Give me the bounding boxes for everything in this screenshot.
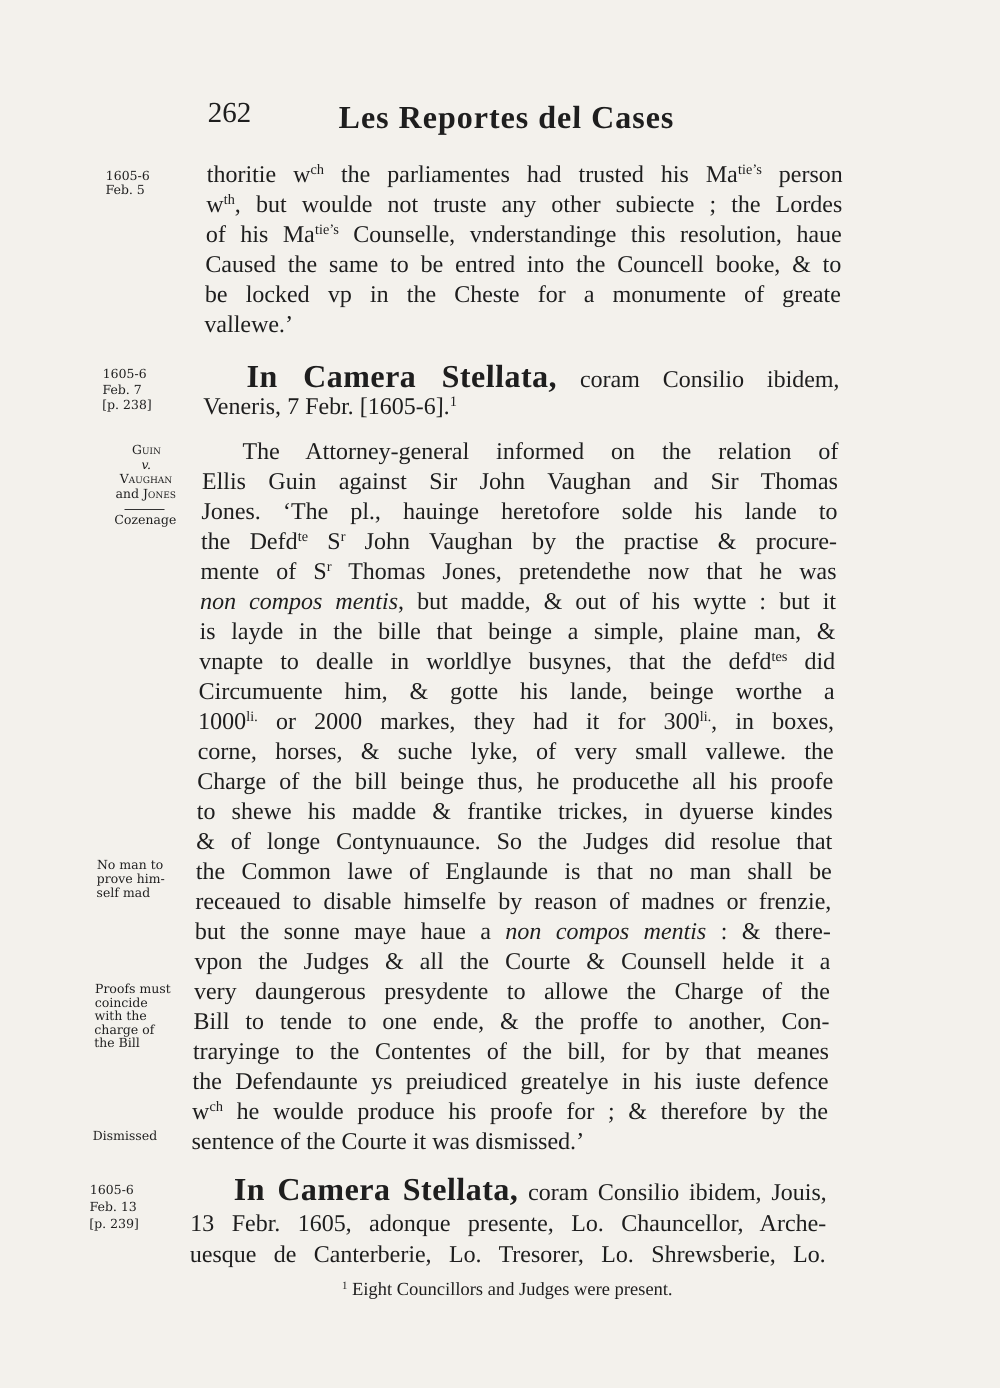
italic-text: v. xyxy=(141,456,152,472)
text-line xyxy=(204,310,840,340)
text-run: Ellis Guin against Sir John Vaughan and Sir Thomas xyxy=(201,469,839,495)
text-line xyxy=(197,767,833,797)
text-line xyxy=(190,1240,826,1271)
text-run: , but woulde not truste any other subiecte ; the Lordes xyxy=(234,192,843,218)
text-run: Counselle, vnderstandinge this resolution, haue xyxy=(338,222,843,248)
text-run: w xyxy=(191,1099,210,1125)
text-run: is layde in the bille that beinge a simple, plaine man, & xyxy=(199,619,836,645)
text-line xyxy=(106,169,190,183)
text-run: did xyxy=(787,649,836,675)
text-line xyxy=(96,886,180,900)
text-run: very daungerous presydente to allowe the Charge of the xyxy=(193,979,831,1005)
text-run: Circumuente him, & gotte his lande, beinge worthe a xyxy=(198,679,835,705)
blackletter-heading: In Camera Stellata, xyxy=(233,1171,519,1207)
text-run: thoritie w xyxy=(206,162,311,188)
text-line xyxy=(200,587,836,617)
text-run: mente of S xyxy=(200,559,327,585)
text-run: but the sonne maye haue a xyxy=(194,919,506,945)
italic-text: non compos mentis xyxy=(505,919,707,945)
text-line xyxy=(205,280,841,310)
text-run: Feb. 7 xyxy=(102,381,142,397)
text-run: Thomas Jones, pretendethe now that he was xyxy=(331,559,837,585)
superscript: 1 xyxy=(449,394,458,411)
text-line xyxy=(206,190,842,220)
running-title: Les Reportes del Cases xyxy=(338,99,675,135)
superscript: 1 xyxy=(341,1279,348,1292)
text-run: Bill to tende to one ende, & the proffe to another, Con- xyxy=(193,1009,830,1035)
text-line xyxy=(189,1279,825,1301)
text-run: Dismissed xyxy=(92,1128,158,1143)
text-run: charge of xyxy=(94,1021,155,1037)
text-run: uesque de Canterberie, Lo. Tresorer, Lo. Shrewsberie, Lo. xyxy=(189,1242,827,1268)
superscript: tie’s xyxy=(314,222,339,239)
text-line xyxy=(202,437,838,467)
text-line xyxy=(207,160,843,190)
text-run: Caused the same to be entred into the Councell booke, & to xyxy=(205,252,842,278)
text-run: the Common lawe of Englaunde is that no man shall be xyxy=(195,859,833,885)
text-line xyxy=(95,996,179,1010)
text-line xyxy=(194,947,830,977)
text-line xyxy=(192,1097,828,1127)
text-run: and xyxy=(115,485,144,501)
superscript: ch xyxy=(310,162,325,179)
text-line xyxy=(89,1215,173,1232)
text-line xyxy=(100,513,190,527)
page-number: 262 xyxy=(207,97,252,129)
text-line xyxy=(196,857,832,887)
small-caps-name: Jones xyxy=(142,485,177,501)
margin-note-date xyxy=(102,366,187,413)
text-line xyxy=(195,917,831,947)
text-line xyxy=(194,977,830,1007)
superscript: r xyxy=(340,529,346,546)
text-line xyxy=(94,1023,178,1037)
text-run: he woulde produce his proofe for ; & therefore by the xyxy=(222,1099,829,1125)
superscript: te xyxy=(297,529,309,546)
text-run: be locked vp in the Cheste for a monumente of greate xyxy=(204,282,842,308)
text-line xyxy=(90,1181,174,1198)
session-heading xyxy=(189,1171,828,1271)
text-run: vnapte to dealle in worldlye busynes, that the defd xyxy=(198,649,772,675)
margin-note-case-topic xyxy=(100,513,190,527)
margin-note-gloss xyxy=(96,858,181,900)
text-run: Proofs must xyxy=(94,981,171,996)
text-run: & of longe Contynuaunce. So the Judges did resolue that xyxy=(196,829,833,855)
text-run: to shewe his madde & frantike trickes, in dyuerse kindes xyxy=(196,799,833,825)
text-run: 1605-6 xyxy=(102,366,147,381)
text-run: Charge of the bill beinge thus, he producethe all his proofe xyxy=(197,769,834,795)
text-run: 1605-6 xyxy=(89,1182,134,1197)
text-line xyxy=(206,220,842,250)
text-run: S xyxy=(307,529,341,555)
margin-note-date xyxy=(89,1181,174,1232)
text-run: Eight Councillors and Judges were present. xyxy=(347,1280,673,1300)
text-line xyxy=(201,527,837,557)
text-line xyxy=(95,982,179,996)
margin-note-case-name xyxy=(101,443,192,501)
text-line xyxy=(93,1129,177,1143)
superscript: r xyxy=(326,559,332,576)
text-line xyxy=(193,1037,829,1067)
text-run: Feb. 5 xyxy=(105,181,145,197)
text-line xyxy=(201,497,837,527)
text-run: coram Consilio ibidem, xyxy=(556,367,840,393)
text-run: self mad xyxy=(96,885,151,900)
text-run: the Bill xyxy=(94,1035,140,1050)
text-run: Feb. 13 xyxy=(89,1199,137,1214)
text-run: 13 Febr. 1605, adonque presente, Lo. Chauncellor, Arche- xyxy=(190,1211,827,1237)
text-line xyxy=(196,827,832,857)
text-line xyxy=(101,472,191,487)
text-run: : & there- xyxy=(706,919,832,945)
text-run: Veneris, 7 Febr. [1605-6]. xyxy=(202,394,450,420)
text-line xyxy=(193,1007,829,1037)
text-run: traryinge to the Contentes of the bill, for by that meanes xyxy=(192,1039,830,1065)
text-line xyxy=(198,677,834,707)
text-run: or 2000 markes, they had it for 300 xyxy=(257,709,700,735)
text-run: the Defendaunte ys preiudiced greatelye in his iuste defence xyxy=(192,1069,829,1095)
text-run: Cozenage xyxy=(114,512,177,527)
text-run: the parliamentes had trusted his Ma xyxy=(323,162,739,188)
case-report-paragraph xyxy=(191,437,838,1157)
text-line xyxy=(103,366,187,382)
text-run: 1605-6 xyxy=(105,168,150,183)
text-run: corne, horses, & suche lyke, of very small vallewe. the xyxy=(197,739,834,765)
text-line xyxy=(200,557,836,587)
margin-note-gloss xyxy=(93,1129,177,1143)
text-line xyxy=(102,382,186,398)
text-run: [p. 239] xyxy=(89,1216,139,1231)
text-run: 1000 xyxy=(197,709,247,735)
text-line xyxy=(89,1198,173,1215)
text-run: , in boxes, xyxy=(710,709,835,735)
session-heading xyxy=(202,358,840,421)
text-run: [p. 238] xyxy=(102,397,152,412)
text-run: John Vaughan by the practise & procure- xyxy=(345,529,838,555)
text-line xyxy=(191,1127,827,1157)
text-line xyxy=(203,358,840,394)
margin-note-rule xyxy=(125,509,165,510)
text-line xyxy=(97,872,181,886)
text-run: prove him- xyxy=(96,871,165,886)
text-run: The Attorney-general informed on the relation of xyxy=(242,439,839,465)
margin-note-gloss xyxy=(94,982,179,1050)
text-line xyxy=(198,707,834,737)
text-line xyxy=(101,487,191,502)
superscript: li. xyxy=(246,709,258,726)
text-line xyxy=(190,1209,826,1240)
text-run: Jones. ‘The pl., hauinge heretofore solde his lande to xyxy=(201,499,838,525)
text-line xyxy=(102,397,186,413)
text-line xyxy=(191,1171,828,1209)
text-line xyxy=(101,458,191,473)
text-line xyxy=(203,394,839,421)
text-line xyxy=(199,617,835,647)
text-run: coincide xyxy=(94,994,148,1010)
text-run: of his Ma xyxy=(205,222,316,248)
text-run: sentence of the Courte it was dismissed.’ xyxy=(191,1129,585,1155)
continuation-paragraph xyxy=(204,160,843,340)
text-line xyxy=(101,443,191,458)
text-line xyxy=(202,467,838,497)
text-run: with the xyxy=(94,1008,147,1023)
text-run: No man to xyxy=(96,857,164,872)
superscript: li. xyxy=(699,709,712,726)
small-caps-name: Guin xyxy=(131,442,162,457)
superscript: ch xyxy=(209,1099,224,1116)
superscript: tes xyxy=(771,649,788,666)
superscript: th xyxy=(223,192,236,209)
text-run: the Defd xyxy=(200,529,298,555)
text-line xyxy=(205,250,841,280)
text-line xyxy=(97,858,181,872)
footnote xyxy=(189,1279,825,1301)
text-line xyxy=(94,1036,178,1050)
text-line xyxy=(199,647,835,677)
text-run: vpon the Judges & all the Courte & Counsell helde it a xyxy=(194,949,831,975)
text-line xyxy=(195,887,831,917)
text-run: coram Consilio ibidem, Jouis, xyxy=(518,1180,827,1206)
text-line xyxy=(105,183,189,197)
text-run: w xyxy=(206,192,224,218)
text-run: receaued to disable himselfe by reason of madnes or frenzie, xyxy=(195,889,832,915)
superscript: tie’s xyxy=(737,162,762,179)
text-line xyxy=(192,1067,828,1097)
text-line xyxy=(197,797,833,827)
blackletter-heading: In Camera Stellata, xyxy=(246,358,558,394)
text-line xyxy=(197,737,833,767)
small-caps-name: Vaughan xyxy=(119,471,173,486)
text-line xyxy=(94,1009,178,1023)
text-run: , but madde, & out of his wytte : but it xyxy=(397,589,837,615)
text-run: person xyxy=(761,162,843,188)
text-run: vallewe.’ xyxy=(204,312,294,338)
margin-note-date xyxy=(105,169,189,196)
italic-text: non compos mentis xyxy=(199,589,399,615)
